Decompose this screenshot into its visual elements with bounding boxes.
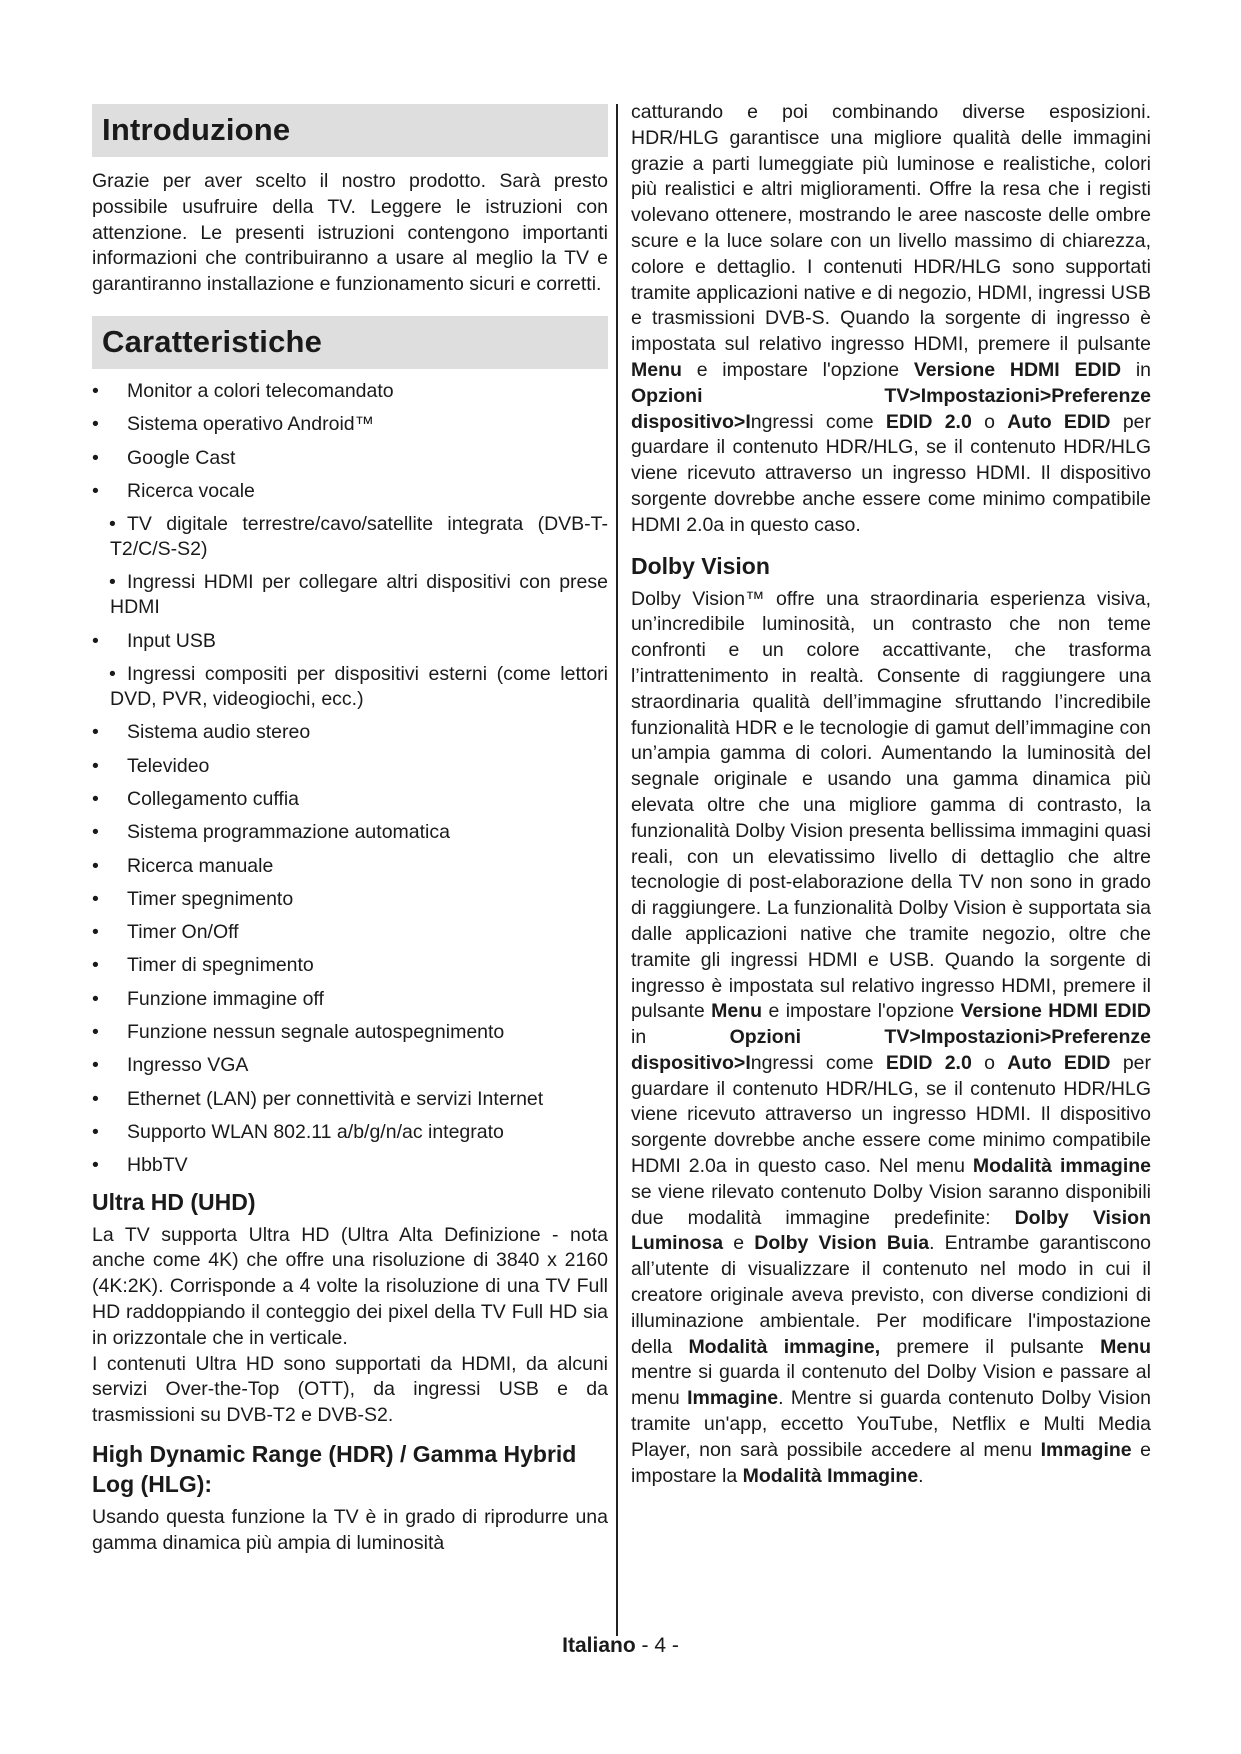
bullet-icon: •: [109, 663, 116, 686]
feature-text: HbbTV: [127, 1154, 188, 1177]
feature-item: [92, 1087, 608, 1112]
feature-text: Input USB: [127, 629, 216, 652]
feature-text: Monitor a colori telecomandato: [127, 379, 394, 402]
feature-item: [92, 629, 608, 654]
bullet-icon: •: [92, 446, 99, 469]
feature-list: [92, 379, 608, 1178]
feature-item: [92, 987, 608, 1012]
feature-item: [92, 720, 608, 745]
feature-text: Timer spegnimento: [127, 887, 294, 910]
bullet-icon: •: [109, 513, 116, 536]
bullet-icon: •: [92, 921, 99, 944]
bullet-icon: •: [92, 854, 99, 877]
uhd-heading: Ultra HD (UHD): [92, 1188, 256, 1215]
feature-text: Collegamento cuffia: [127, 787, 299, 810]
right-column: [631, 100, 1151, 1489]
intro-heading: Introduzione: [92, 104, 608, 157]
feature-text: Ingresso VGA: [127, 1054, 249, 1077]
feature-item: [92, 662, 608, 712]
feature-text: Ricerca manuale: [127, 854, 274, 877]
bullet-icon: •: [109, 571, 116, 594]
bullet-icon: •: [92, 629, 99, 652]
features-heading: Caratteristiche: [92, 316, 608, 369]
feature-item: [92, 787, 608, 812]
bullet-icon: •: [92, 1120, 99, 1143]
column-divider: [616, 104, 618, 1636]
uhd-text-1: La TV supporta Ultra HD (Ultra Alta Definizione - nota anche come 4K) che offre una risoluzione di 3840 x 2160 (4K:2K). Corrisponde a 4 volte la risoluzione di una TV Full HD raddoppiando il conteggio dei pixel della TV Full HD sia in orizzontale che in verticale.: [92, 1223, 608, 1349]
feature-text: Timer di spegnimento: [127, 954, 314, 977]
feature-text: Ricerca vocale: [127, 479, 255, 502]
bullet-icon: •: [92, 887, 99, 910]
left-column: [92, 100, 608, 1556]
bullet-icon: •: [92, 987, 99, 1010]
feature-text: Televideo: [127, 754, 210, 777]
intro-text: Grazie per aver scelto il nostro prodotto. Sarà presto possibile usufruire della TV. Leggere le istruzioni con attenzione. Le presenti istruzioni contengono importanti informazioni che contribuiranno a usare al meglio la TV e garantiranno installazione e funzionamento sicuri e corretti.: [92, 170, 608, 296]
hdr-text-cont: catturando e poi combinando diverse esposizioni. HDR/HLG garantisce una migliore qualità delle immagini grazie a parti lumeggiate più luminose e realistiche, colori più realistici e altri miglioramenti. Offre la resa che i registi volevano ottenere, mostrando le aree nascoste delle ombre scure e la luce solare con un livello massimo di chiarezza, colore e dettaglio. I contenuti HDR/HLG sono supportati tramite applicazioni native e di negozio, HDMI, ingressi USB e trasmissioni DVB-S. Quando la sorgente di ingresso è impostata sul relativo ingresso HDMI, premere il pulsante Menu e impostare l'opzione Versione HDMI EDID in Opzioni TV>Impostazioni>Preferenze dispositivo>Ingressi come EDID 2.0 o Auto EDID per guardare il contenuto HDR/HLG, se il contenuto HDR/HLG viene ricevuto attraverso un ingresso HDMI. Il dispositivo sorgente dovrebbe anche essere come minimo compatibile HDMI 2.0a in questo caso.: [631, 101, 1151, 536]
feature-item: [92, 512, 608, 562]
page-footer: [0, 1634, 1241, 1658]
feature-item: [92, 1153, 608, 1178]
bullet-icon: •: [92, 754, 99, 777]
feature-text: Sistema operativo Android™: [127, 413, 375, 436]
feature-text: Ingressi HDMI per collegare altri dispositivi con prese HDMI: [110, 571, 608, 619]
feature-text: Funzione immagine off: [127, 987, 324, 1010]
feature-item: [92, 1020, 608, 1045]
feature-text: Google Cast: [127, 446, 236, 469]
footer-page-number: - 4 -: [641, 1634, 679, 1657]
feature-text: TV digitale terrestre/cavo/satellite integrata (DVB-T-T2/C/S-S2): [110, 513, 608, 561]
feature-text: Ethernet (LAN) per connettività e servizi Internet: [127, 1087, 544, 1110]
hdr-heading: High Dynamic Range (HDR) / Gamma Hybrid Log (HLG):: [92, 1440, 577, 1497]
feature-item: [92, 754, 608, 779]
bullet-icon: •: [92, 1054, 99, 1077]
feature-text: Supporto WLAN 802.11 a/b/g/n/ac integrato: [127, 1120, 504, 1143]
feature-item: [92, 820, 608, 845]
feature-text: Ingressi compositi per dispositivi esterni (come lettori DVD, PVR, videogiochi, ecc.): [110, 663, 608, 711]
bullet-icon: •: [92, 379, 99, 402]
feature-item: [92, 379, 608, 404]
feature-item: [92, 1120, 608, 1145]
bullet-icon: •: [92, 721, 99, 744]
feature-text: Sistema programmazione automatica: [127, 821, 450, 844]
dolby-text: Dolby Vision™ offre una straordinaria esperienza visiva, un’incredibile luminosità, un contrasto che non teme confronti e un colore accattivante, che trasforma l’intrattenimento in realtà. Consente di raggiungere una straordinaria qualità dell’immagine sfruttando l’incredibile funzionalità HDR e le tecnologie di gamut dell’immagine con un’ampia gamma di colori. Aumentando la luminosità del segnale originale e usando una gamma dinamica più elevata oltre che una migliore gamma di contrasto, la funzionalità Dolby Vision presenta bellissima immagini quasi reali, con un elevatissimo livello di dettaglio che altre tecnologie di post-elaborazione della TV non sono in grado di raggiungere. La funzionalità Dolby Vision è supportata sia dalle applicazioni native che tramite negozio, oltre che tramite gli ingressi HDMI e USB. Quando la sorgente di ingresso è impostata sul relativo ingresso HDMI, premere il pulsante Menu e impostare l'opzione Versione HDMI EDID in Opzioni TV>Impostazioni>Preferenze dispositivo>Ingressi come EDID 2.0 o Auto EDID per guardare il contenuto HDR/HLG, se il contenuto HDR/HLG viene ricevuto attraverso un ingresso HDMI. Il dispositivo sorgente dovrebbe anche essere come minimo compatibile HDMI 2.0a in questo caso. Nel menu Modalità immagine se viene rilevato contenuto Dolby Vision saranno disponibili due modalità immagine predefinite: Dolby Vision Luminosa e Dolby Vision Buia. Entrambe garantiscono all’utente di visualizzare il contenuto nel modo in cui il creatore originale aveva previsto, con diverse condizioni di illuminazione ambientale. Per modificare l'impostazione della Modalità immagine, premere il pulsante Menu mentre si guarda il contenuto del Dolby Vision e passare al menu Immagine. Mentre si guarda contenuto Dolby Vision tramite un'app, eccetto YouTube, Netflix e Multi Media Player, non sarà possibile accedere al menu Immagine e impostare la Modalità Immagine.: [631, 587, 1152, 1487]
bullet-icon: •: [92, 1021, 99, 1044]
footer-language: Italiano: [562, 1634, 636, 1657]
feature-item: [92, 446, 608, 471]
feature-item: [92, 920, 608, 945]
bullet-icon: •: [92, 479, 99, 502]
feature-item: [92, 887, 608, 912]
bullet-icon: •: [92, 413, 99, 436]
feature-item: [92, 412, 608, 437]
feature-item: [92, 953, 608, 978]
bullet-icon: •: [92, 1154, 99, 1177]
feature-text: Sistema audio stereo: [127, 721, 311, 744]
feature-item: [92, 854, 608, 879]
feature-text: Funzione nessun segnale autospegnimento: [127, 1021, 505, 1044]
bullet-icon: •: [92, 821, 99, 844]
feature-text: Timer On/Off: [127, 921, 239, 944]
bullet-icon: •: [92, 1087, 99, 1110]
hdr-text-start: Usando questa funzione la TV è in grado di riprodurre una gamma dinamica più ampia di luminosità: [92, 1505, 608, 1554]
feature-item: [92, 570, 608, 620]
dolby-heading: Dolby Vision: [631, 552, 770, 579]
feature-item: [92, 479, 608, 504]
feature-item: [92, 1053, 608, 1078]
bullet-icon: •: [92, 954, 99, 977]
bullet-icon: •: [92, 787, 99, 810]
uhd-text-2: I contenuti Ultra HD sono supportati da HDMI, da alcuni servizi Over-the-Top (OTT), da ingressi USB e da trasmissioni su DVB-T2 e DVB-S2.: [92, 1352, 608, 1427]
